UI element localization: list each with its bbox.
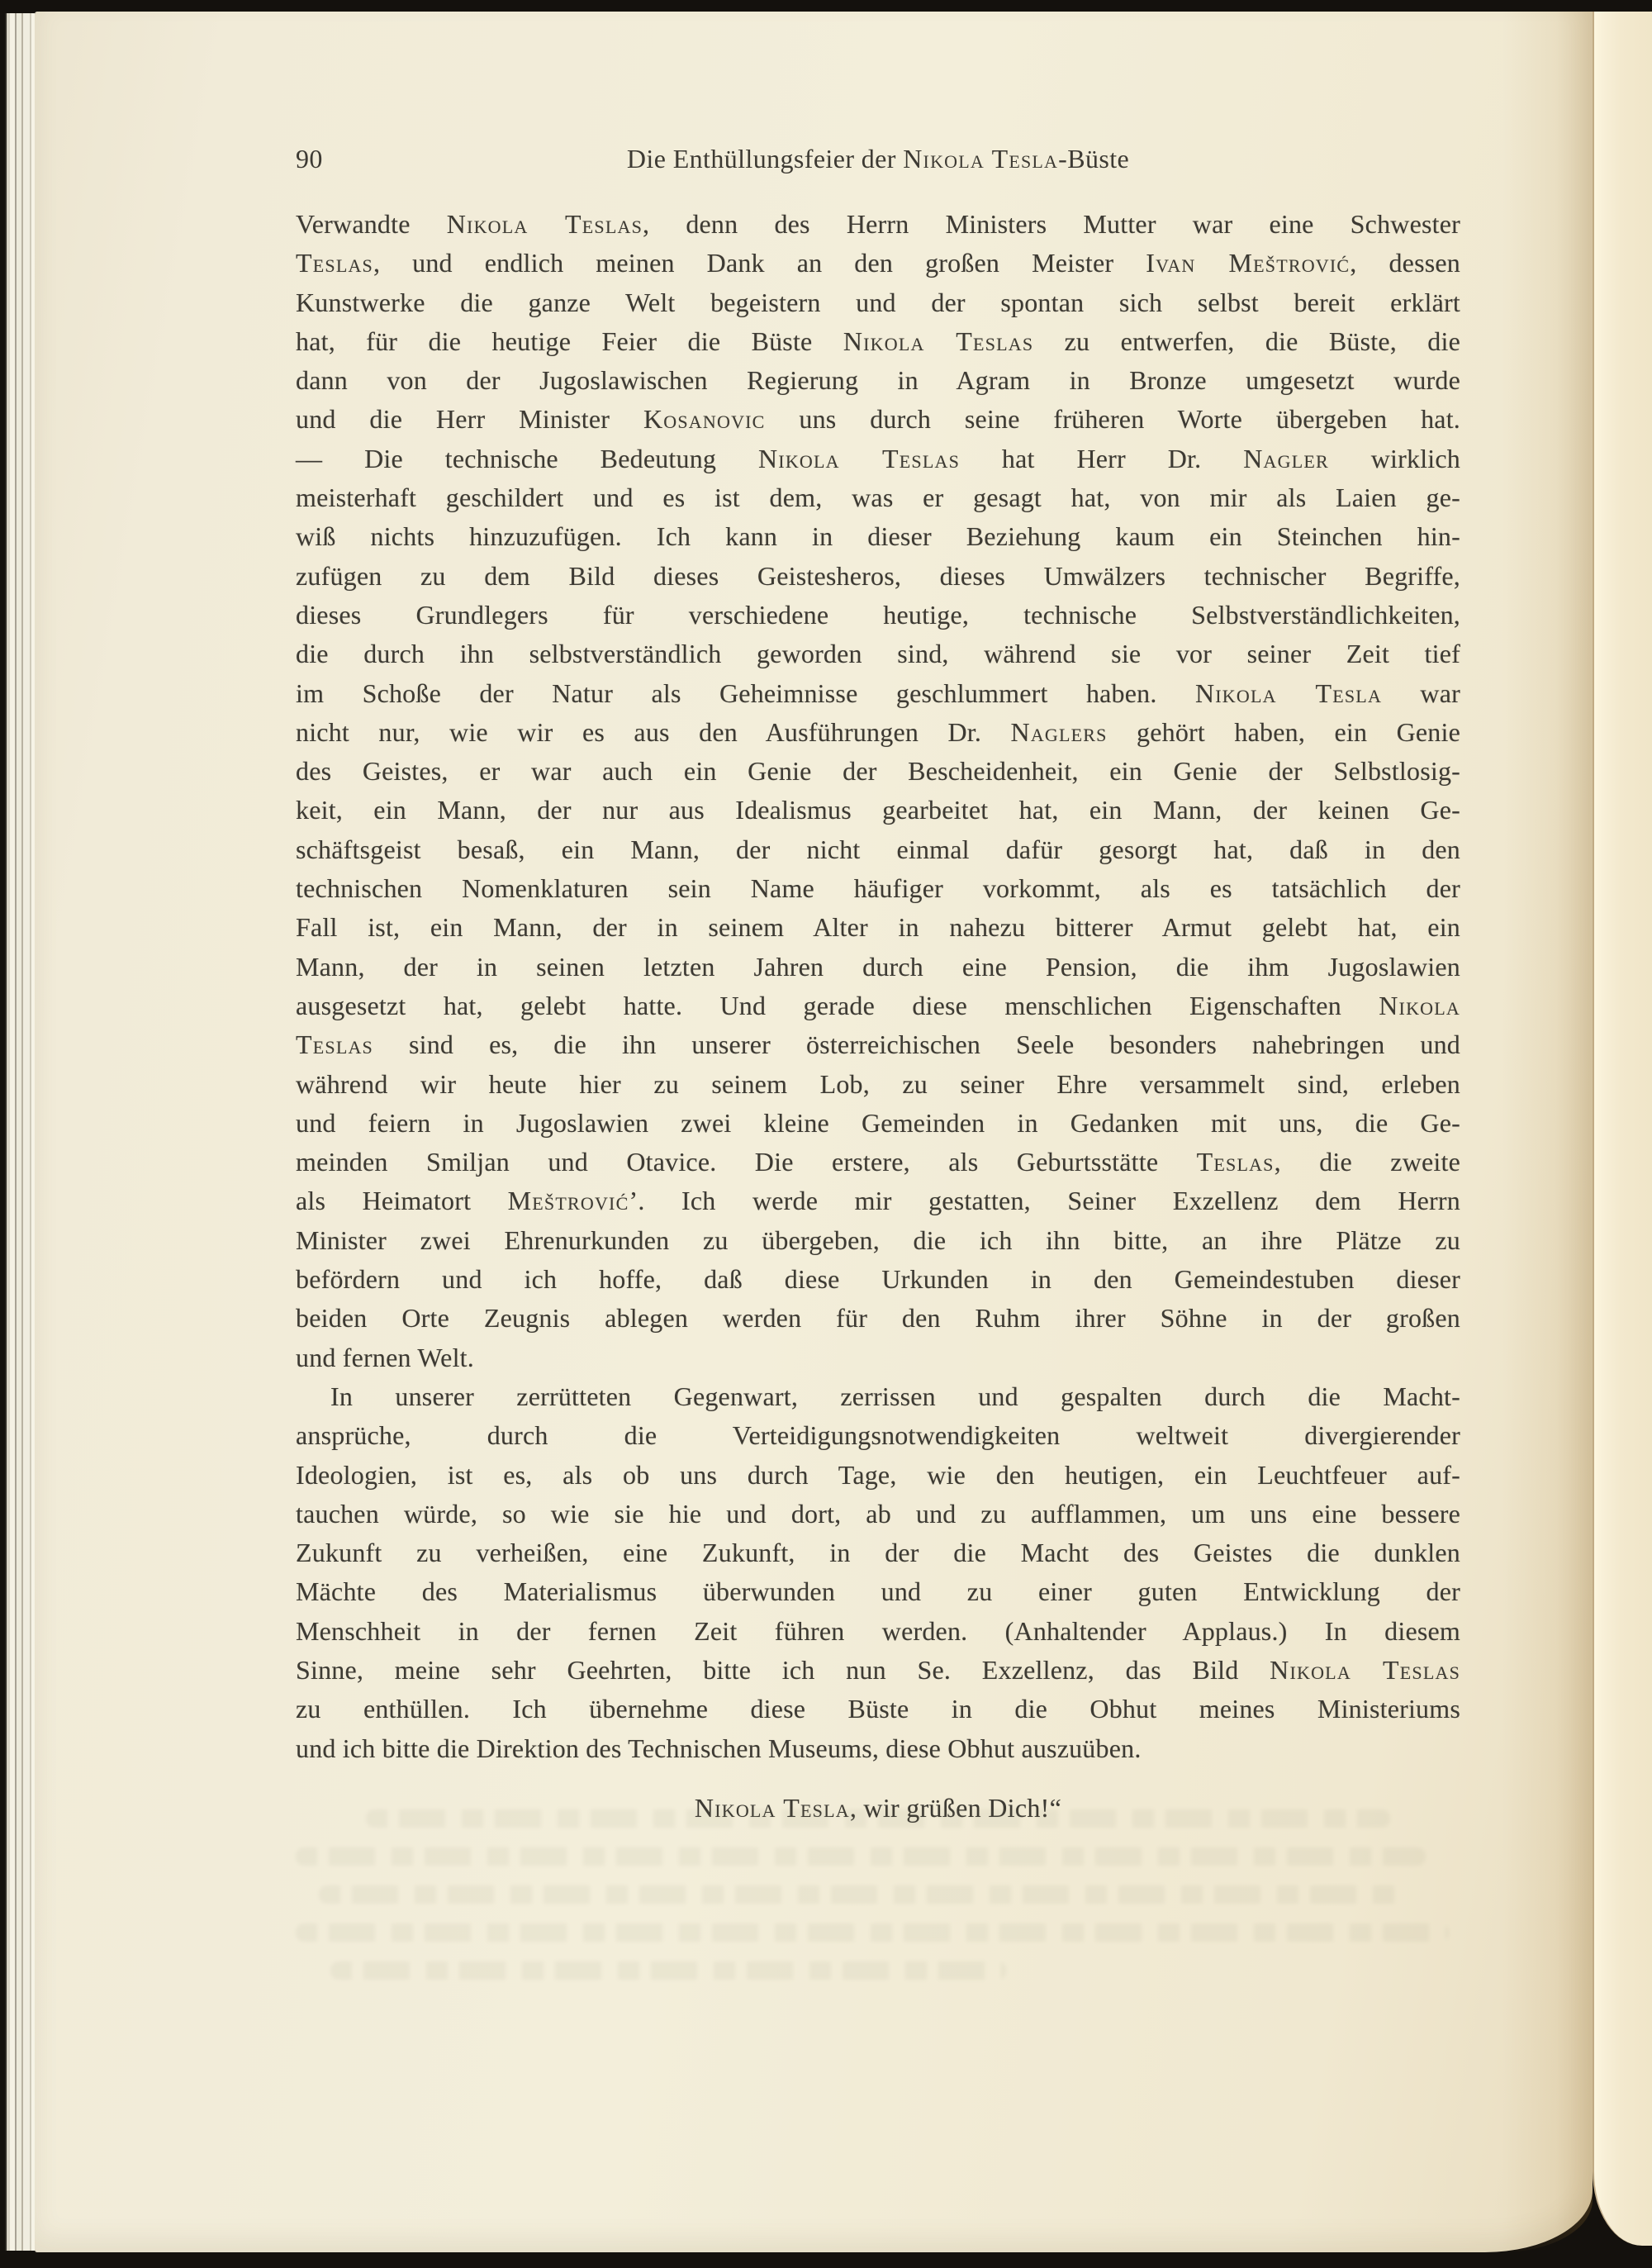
page-edge-stack [5, 13, 35, 2251]
small-caps-name: Naglers [1010, 716, 1108, 747]
text-segment: ’. Ich werde mir gestatten, Seiner Exzellenz dem Herrn [629, 1186, 1460, 1216]
paragraph [296, 1377, 1460, 1768]
text-line [296, 1221, 1460, 1260]
text-segment: dieses Grundlegers für verschiedene heutige, technische Selbstverständlichkeiten, [296, 599, 1460, 630]
text-segment: Die Enthüllungsfeier der [626, 144, 904, 174]
text-line [296, 1456, 1460, 1495]
text-line [296, 440, 1460, 478]
text-segment: Zukunft zu verheißen, eine Zukunft, in der die Macht des Geistes die dunklen [296, 1538, 1460, 1568]
text-segment: keit, ein Mann, der nur aus Idealismus gearbeitet hat, ein Mann, der keinen Ge- [296, 795, 1460, 825]
ink-bleedthrough [296, 1809, 1460, 1999]
text-segment: meinden Smiljan und Otavice. Die erstere, als Geburtsstätte [296, 1147, 1197, 1177]
text-segment: Mann, der in seinen letzten Jahren durch eine Pension, die ihm Jugoslawien [296, 951, 1460, 982]
text-segment: nicht nur, wie wir es aus den Ausführungen Dr. [296, 716, 1011, 747]
text-line [296, 1260, 1460, 1299]
text-segment: die durch ihn selbstverständlich geworden sind, während sie vor seiner Zeit tief [296, 639, 1460, 669]
text-line [296, 1377, 1460, 1416]
text-line [296, 1143, 1460, 1182]
text-line [296, 1025, 1460, 1064]
text-line [296, 244, 1460, 283]
text-segment: und die Herr Minister [296, 404, 643, 435]
page-header [296, 142, 1460, 178]
text-segment: hat, für die heutige Feier die Büste [296, 326, 843, 356]
text-segment: Kunstwerke die ganze Welt begeistern und der spontan sich selbst bereit erklärt [296, 287, 1460, 317]
running-title [296, 142, 1460, 175]
body-text [296, 205, 1460, 1768]
text-line [296, 908, 1460, 947]
text-segment: und ich bitte die Direktion des Technischen Museums, diese Obhut auszuüben. [296, 1733, 1142, 1763]
text-line [296, 1065, 1460, 1104]
text-line [296, 1651, 1460, 1690]
bleedthrough-line [296, 1847, 1426, 1866]
text-segment: tauchen würde, so wie sie hie und dort, ab und zu aufflammen, um uns eine bessere [296, 1498, 1460, 1529]
text-segment: , denn des Herrn Ministers Mutter war eine Schwester [643, 209, 1461, 239]
text-segment: während wir heute hier zu seinem Lob, zu seiner Ehre versammelt sind, erleben [296, 1068, 1460, 1099]
text-line [296, 674, 1460, 713]
small-caps-name: Nikola [1379, 990, 1460, 1020]
small-caps-name: Nikola Teslas [843, 326, 1034, 356]
text-line [296, 400, 1460, 439]
closing-line [296, 1789, 1460, 1828]
gutter-shadow [1502, 12, 1593, 2252]
bleedthrough-line [296, 1923, 1449, 1942]
bleedthrough-line [330, 1961, 1006, 1980]
small-caps-name: Ivan Meštrović [1146, 248, 1351, 278]
text-line [296, 322, 1460, 361]
text-segment: zu enthüllen. Ich übernehme diese Büste in die Obhut meines Ministeriums [296, 1694, 1460, 1724]
text-segment: , dessen [1350, 248, 1460, 278]
text-segment: wiß nichts hinzuzufügen. Ich kann in dieser Beziehung kaum ein Steinchen hin- [296, 521, 1460, 552]
text-segment: dann von der Jugoslawischen Regierung in Agram in Bronze umgesetzt wurde [296, 365, 1460, 396]
small-caps-name: Kosanovic [643, 404, 766, 435]
book-page [35, 12, 1593, 2252]
text-line [296, 1416, 1460, 1455]
small-caps-name: Nagler [1243, 443, 1329, 473]
text-line [296, 1612, 1460, 1651]
text-segment: , wir grüßen Dich!“ [849, 1793, 1062, 1823]
text-line [296, 1729, 1460, 1768]
small-caps-name: Nikola Teslas [757, 443, 960, 473]
text-segment: wirklich [1328, 443, 1460, 473]
small-caps-name: Meštrović [507, 1186, 629, 1216]
text-line [296, 557, 1460, 596]
text-line [296, 205, 1460, 244]
text-line [296, 635, 1460, 673]
text-line [296, 1533, 1460, 1572]
text-segment: Minister zwei Ehrenurkunden zu übergeben, die ich ihn bitte, an ihre Plätze zu [296, 1224, 1460, 1255]
text-segment: gehört haben, ein Genie [1107, 716, 1460, 747]
text-segment: sind es, die ihn unserer österreichischen Seele besonders nahebringen und [373, 1029, 1460, 1060]
text-line [296, 752, 1460, 791]
text-line [296, 1338, 1460, 1377]
text-segment: meisterhaft geschildert und es ist dem, was er gesagt hat, von mir als Laien ge- [296, 483, 1460, 513]
text-segment: Fall ist, ein Mann, der in seinem Alter in nahezu bitterer Armut gelebt hat, ein [296, 912, 1460, 943]
page-number: 90 [296, 144, 323, 174]
small-caps-name: Nikola Teslas [1270, 1654, 1461, 1685]
text-segment: des Geistes, er war auch ein Genie der Bescheidenheit, ein Genie der Selbstlosig- [296, 756, 1460, 787]
text-line [296, 987, 1460, 1025]
text-segment: uns durch seine früheren Worte übergeben hat. [765, 404, 1460, 435]
text-segment: Mächte des Materialismus überwunden und zu einer guten Entwicklung der [296, 1576, 1460, 1607]
text-segment: und fernen Welt. [296, 1342, 474, 1372]
text-segment: Sinne, meine sehr Geehrten, bitte ich nun Se. Exzellenz, das Bild [296, 1654, 1270, 1685]
text-segment: war [1382, 678, 1460, 708]
text-segment: beiden Orte Zeugnis ablegen werden für den Ruhm ihrer Söhne in der großen [296, 1303, 1460, 1334]
text-segment: Menschheit in der fernen Zeit führen werden. (Anhaltender Applaus.) In diesem [296, 1615, 1460, 1646]
text-segment: — Die technische Bedeutung [296, 443, 758, 473]
text-segment: ansprüche, durch die Verteidigungsnotwendigkeiten weltweit divergierender [296, 1420, 1460, 1451]
small-caps-name: Nikola Tesla [1194, 678, 1383, 708]
text-segment: und feiern in Jugoslawien zwei kleine Gemeinden in Gedanken mit uns, die Ge- [296, 1107, 1460, 1138]
text-segment: befördern und ich hoffe, daß diese Urkunden in den Gemeindestuben dieser [296, 1264, 1460, 1295]
small-caps-name: Teslas [296, 1029, 373, 1060]
paragraph [296, 205, 1460, 1377]
text-line [296, 830, 1460, 869]
small-caps-name: Nikola Teslas [446, 209, 643, 239]
text-line [296, 948, 1460, 987]
text-line [296, 478, 1460, 517]
text-segment: Ideologien, ist es, als ob uns durch Tage, wie den heutigen, ein Leuchtfeuer auf- [296, 1459, 1460, 1490]
text-line [296, 517, 1460, 556]
text-line [296, 1690, 1460, 1728]
text-line [296, 361, 1460, 400]
text-segment: hat Herr Dr. [960, 443, 1244, 473]
text-segment: , die zweite [1274, 1147, 1461, 1177]
text-segment: Verwandte [296, 209, 447, 239]
text-line [296, 1495, 1460, 1533]
text-segment: ausgesetzt hat, gelebt hatte. Und gerade diese menschlichen Eigenschaften [296, 990, 1379, 1020]
text-segment: -Büste [1058, 144, 1130, 174]
text-segment: zufügen zu dem Bild dieses Geistesheros, dieses Umwälzers technischer Begriffe, [296, 560, 1460, 591]
text-line [296, 1182, 1460, 1220]
small-caps-name: Nikola Tesla [694, 1793, 850, 1823]
text-line [296, 1572, 1460, 1611]
text-line [296, 596, 1460, 635]
text-line [296, 1299, 1460, 1338]
text-line [296, 283, 1460, 322]
small-caps-name: Nikola Tesla [903, 144, 1059, 174]
text-segment: zu entwerfen, die Büste, die [1033, 326, 1460, 356]
facing-page-edge [1593, 12, 1652, 2246]
text-segment: In unserer zerrütteten Gegenwart, zerrissen und gespalten durch die Macht- [330, 1381, 1460, 1411]
text-segment: , und endlich meinen Dank an den großen Meister [373, 248, 1146, 278]
small-caps-name: Teslas [296, 248, 373, 278]
small-caps-name: Teslas [1196, 1147, 1275, 1177]
text-segment: technischen Nomenklaturen sein Name häufiger vorkommt, als es tatsächlich der [296, 873, 1460, 904]
text-segment: als Heimatort [296, 1186, 508, 1216]
text-segment: im Schoße der Natur als Geheimnisse geschlummert haben. [296, 678, 1195, 708]
text-line [296, 869, 1460, 908]
text-line [296, 791, 1460, 830]
text-segment: schäftsgeist besaß, ein Mann, der nicht einmal dafür gesorgt hat, daß in den [296, 834, 1460, 864]
text-line [296, 713, 1460, 752]
bleedthrough-line [319, 1885, 1402, 1904]
text-line [296, 1104, 1460, 1143]
